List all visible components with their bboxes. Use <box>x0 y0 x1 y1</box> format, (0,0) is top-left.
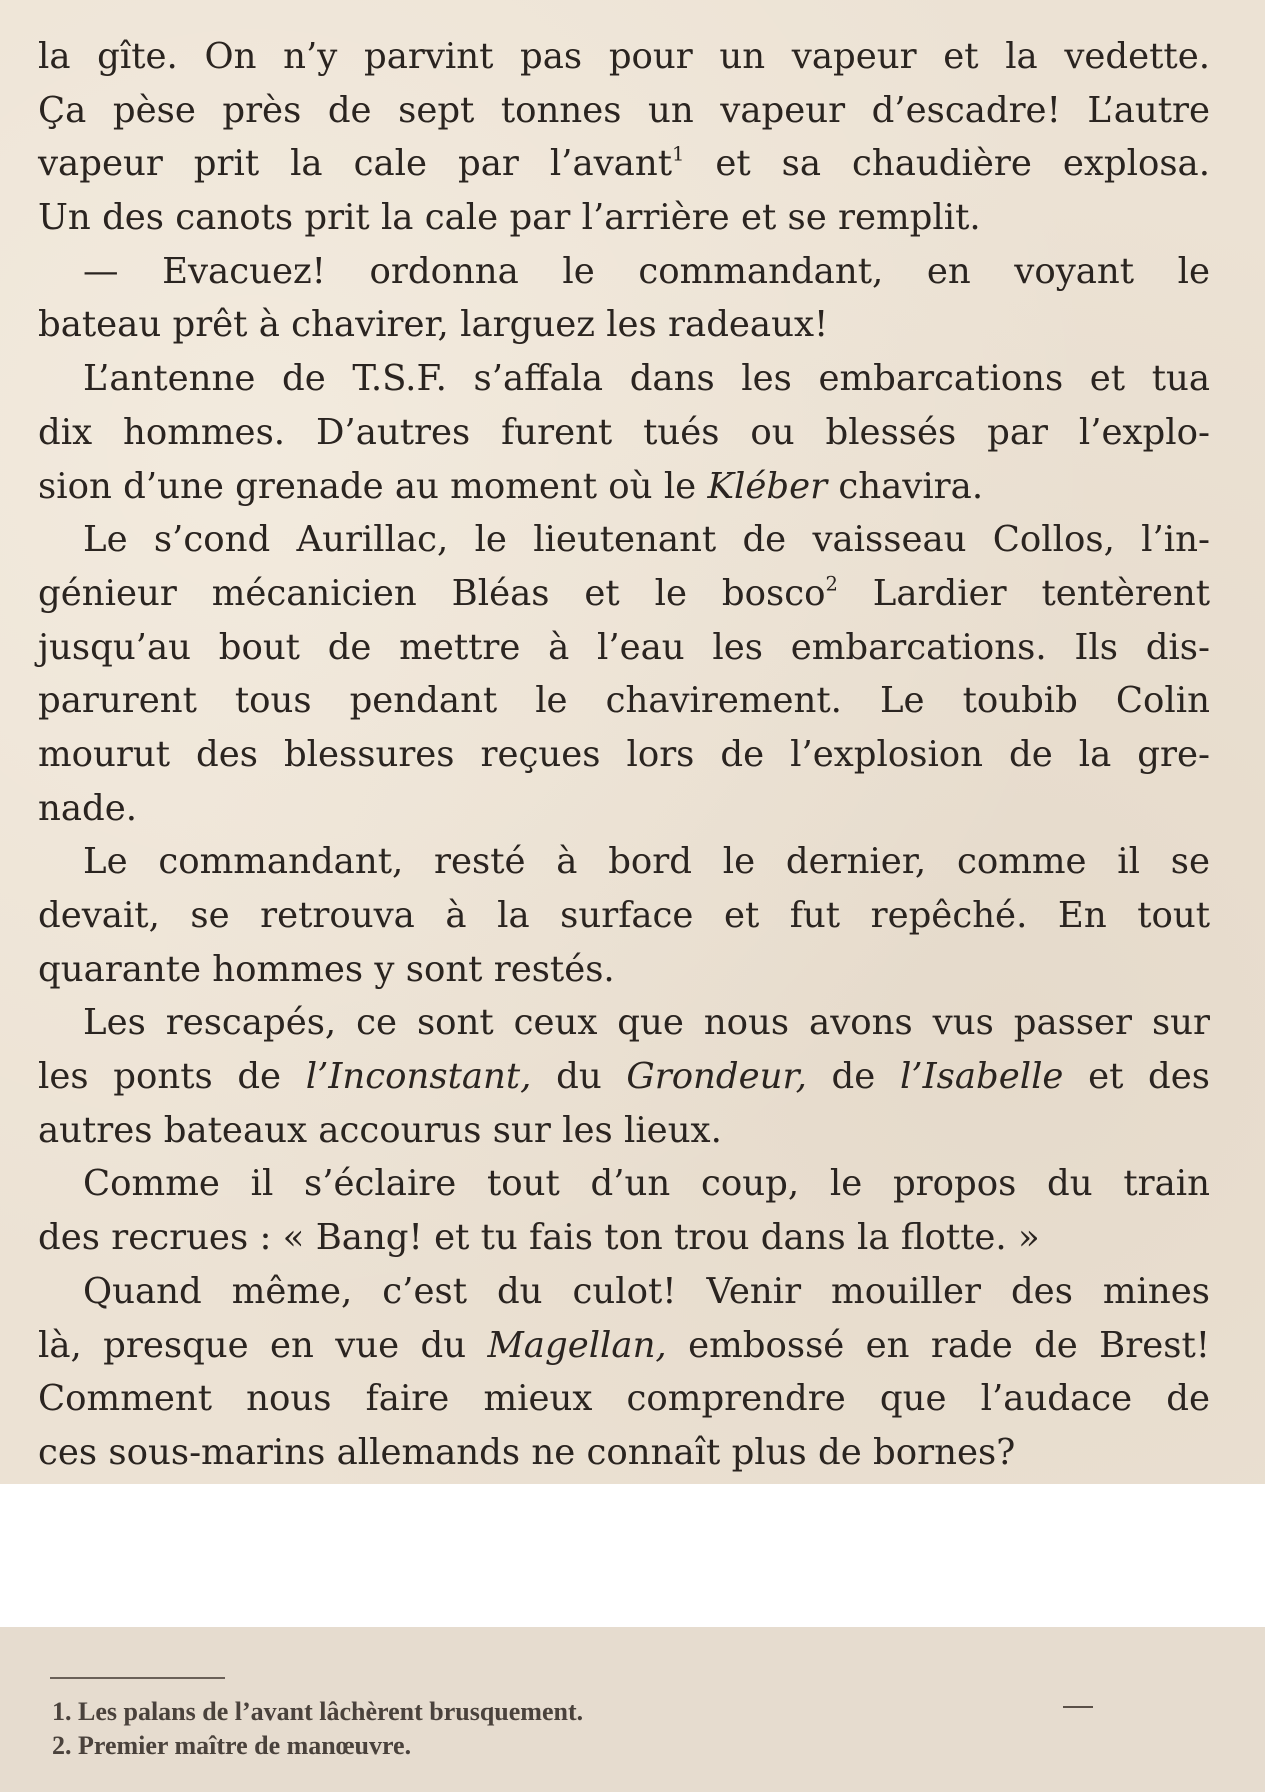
italic-text: Grondeur, <box>626 1056 807 1098</box>
text-segment: la gîte. On n’y parvint pas pour un vapeur et la vedette. <box>38 36 1210 77</box>
text-segment: L’antenne de T.S.F. s’affala dans les embarcations et tua <box>83 358 1210 400</box>
text-line <box>38 1050 1210 1104</box>
text-segment: quarante hommes y sont restés. <box>38 948 615 990</box>
text-segment: chavira. <box>827 465 984 507</box>
text-line <box>38 137 1210 191</box>
text-segment: génieur mécanicien Bléas et le bosco <box>38 572 826 614</box>
text-segment: jusqu’au bout de mettre à l’eau les embarcations. Ils dis- <box>38 626 1210 668</box>
text-line <box>38 1157 1210 1211</box>
footnote-ref: 2 <box>825 572 838 596</box>
text-line <box>38 835 1210 889</box>
text-line <box>38 1265 1210 1319</box>
text-line <box>38 84 1210 138</box>
text-segment: et sa chaudière explosa. <box>684 143 1210 185</box>
text-segment: là, presque en vue du <box>38 1324 488 1366</box>
text-line <box>38 245 1210 299</box>
text-line <box>38 352 1210 406</box>
text-segment: Comment nous faire mieux comprendre que l’audace de <box>38 1378 1210 1420</box>
footnote-section <box>0 1627 1265 1792</box>
italic-text: Magellan, <box>487 1324 667 1366</box>
text-segment: Un des canots prit la cale par l’arrière et se remplit. <box>38 197 981 239</box>
text-line <box>38 996 1210 1050</box>
text-segment: bateau prêt à chavirer, larguez les radeaux! <box>38 304 829 346</box>
text-segment: ces sous-marins allemands ne connaît plus de bornes? <box>38 1431 1016 1473</box>
text-line <box>38 621 1210 675</box>
footnote-ref: 1 <box>671 142 685 166</box>
text-segment: du <box>531 1056 627 1098</box>
text-line <box>38 1104 1210 1158</box>
text-segment: Le commandant, resté à bord le dernier, comme il se <box>83 841 1210 883</box>
footnote-rule <box>50 1677 225 1679</box>
text-segment: parurent tous pendant le chavirement. Le toubib Colin <box>38 680 1210 722</box>
text-line <box>38 1211 1210 1265</box>
text-segment: et des <box>1063 1056 1210 1098</box>
text-segment: Quand même, c’est du culot! Venir mouiller des mines <box>83 1270 1210 1312</box>
body-text <box>38 30 1210 1480</box>
text-line <box>38 567 1210 621</box>
text-segment: devait, se retrouva à la surface et fut repêché. En tout <box>38 895 1210 936</box>
text-line <box>38 298 1210 352</box>
text-line <box>38 191 1210 245</box>
text-segment: nade. <box>38 787 138 829</box>
text-segment: dix hommes. D’autres furent tués ou blessés par l’explo- <box>38 411 1210 453</box>
text-segment: Ça pèse près de sept tonnes un vapeur d’escadre! L’autre <box>38 89 1210 131</box>
text-segment: Comme il s’éclaire tout d’un coup, le propos du train <box>83 1163 1210 1205</box>
text-segment: des recrues : « Bang! et tu fais ton trou dans la flotte. » <box>38 1217 1040 1259</box>
text-segment: sion d’une grenade au moment où le <box>38 465 708 507</box>
text-line <box>38 782 1210 836</box>
text-segment: embossé en rade de Brest! <box>666 1324 1210 1366</box>
italic-text: Kléber <box>707 465 828 507</box>
text-segment: — Evacuez! ordonna le commandant, en voyant le <box>83 250 1210 292</box>
text-segment: les ponts de <box>38 1056 306 1098</box>
text-line <box>38 1319 1210 1373</box>
text-line <box>38 889 1210 943</box>
text-segment: de <box>806 1056 900 1098</box>
text-segment: Lardier tentèrent <box>837 572 1210 614</box>
text-line <box>38 406 1210 460</box>
footnote-2: 2. Premier maître de manœuvre. <box>52 1731 412 1760</box>
text-line <box>38 728 1210 782</box>
text-line <box>38 513 1210 567</box>
italic-text: l’Inconstant, <box>305 1056 532 1098</box>
text-line <box>38 460 1210 514</box>
text-segment: mourut des blessures reçues lors de l’explosion de la gre- <box>38 733 1210 775</box>
text-line <box>38 1372 1210 1426</box>
text-line <box>38 943 1210 997</box>
text-segment: autres bateaux accourus sur les lieux. <box>38 1109 722 1151</box>
text-segment: vapeur prit la cale par l’avant <box>38 143 672 185</box>
italic-text: l’Isabelle <box>899 1056 1064 1098</box>
footnote-1: 1. Les palans de l’avant lâchèrent brusquement. <box>52 1697 584 1726</box>
text-line <box>38 30 1210 84</box>
text-line <box>38 1426 1210 1480</box>
footnotes <box>52 1695 1152 1763</box>
text-line <box>38 674 1210 728</box>
text-segment: Le s’cond Aurillac, le lieutenant de vaisseau Collos, l’in- <box>83 519 1210 561</box>
text-segment: Les rescapés, ce sont ceux que nous avons vus passer sur <box>83 1002 1210 1044</box>
